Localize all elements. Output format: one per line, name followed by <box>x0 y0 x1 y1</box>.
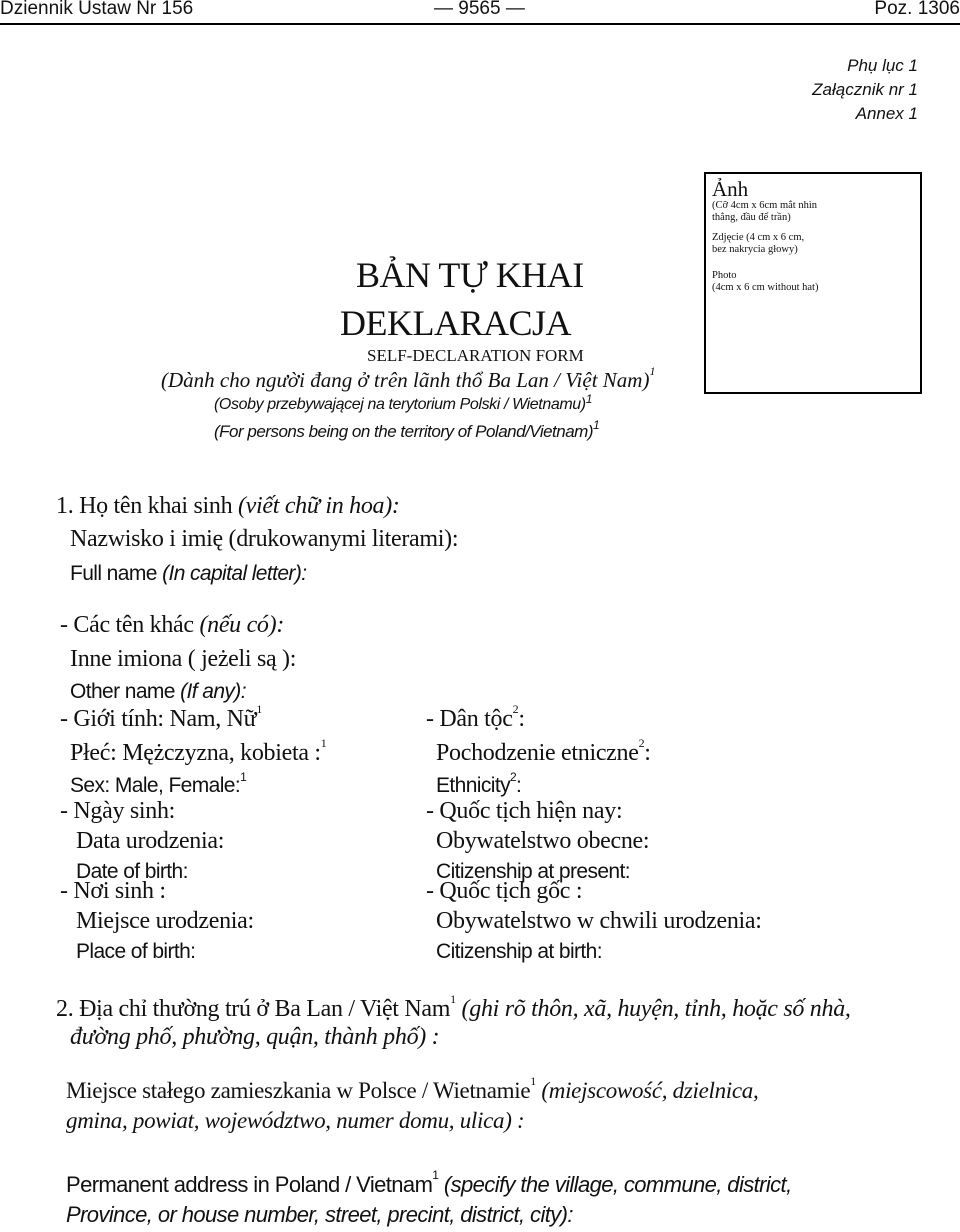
dob-label-pl: Data urodzenia: <box>76 828 225 854</box>
address-label-vn: 2. Địa chỉ thường trú ở Ba Lan / Việt Nam$^1$ (ghi rõ thôn, xã, huyện, tỉnh, hoặc số nhà, <box>56 992 851 1022</box>
fullname-label-vn: 1. Họ tên khai sinh (viết chữ in hoa): <box>56 493 400 519</box>
ethnicity-label-en: Ethnicity$^2$: <box>436 770 522 797</box>
annex-en: Annex 1 <box>855 104 918 123</box>
fullname-label-en: Full name (In capital letter): <box>70 562 307 585</box>
othername-label-pl: Inne imiona ( jeżeli są ): <box>70 646 297 672</box>
header-rule <box>0 23 960 25</box>
journal-name: Dziennik Ustaw Nr 156 <box>0 0 194 19</box>
address-note-vn: đường phố, phường, quận, thành phố) : <box>70 1024 440 1050</box>
ethnicity-label-pl: Pochodzenie etniczne$^2$: <box>436 736 651 766</box>
annex-pl: Załącznik nr 1 <box>812 80 918 99</box>
ethnicity-label-vn: - Dân tộc$^2$: <box>426 702 525 732</box>
title-pl: DEKLARACJA <box>340 303 572 343</box>
photo-vn-2: thẳng, đầu để trần) <box>712 212 791 223</box>
page-number: — 9565 — <box>434 0 525 19</box>
address-note-en: Province, or house number, street, precint, district, city): <box>66 1202 573 1227</box>
pob-label-vn: - Nơi sinh : <box>60 878 166 904</box>
dob-label-en: Date of birth: <box>76 860 188 883</box>
photo-pl-1: Zdjęcie (4 cm x 6 cm, <box>712 232 805 243</box>
photo-vn-1: (Cỡ 4cm x 6cm mắt nhìn <box>712 200 817 211</box>
cob-label-vn: - Quốc tịch gốc : <box>426 878 583 904</box>
subtitle-vn: (Dành cho người đang ở trên lãnh thổ Ba Lan / Việt Nam)$^1$ <box>161 364 656 392</box>
photo-title: Ảnh <box>712 177 749 201</box>
fullname-label-pl: Nazwisko i imię (drukowanymi literami): <box>70 526 459 552</box>
citizenship-label-vn: - Quốc tịch hiện nay: <box>426 798 623 824</box>
photo-en-1: Photo <box>712 270 737 281</box>
citizenship-label-en: Citizenship at present: <box>436 860 630 883</box>
pob-label-pl: Miejsce urodzenia: <box>76 908 254 934</box>
address-label-en: Permanent address in Poland / Vietnam$^1$ (specify the village, commune, district, <box>66 1168 792 1197</box>
address-label-pl: Miejsce stałego zamieszkania w Polsce / Wietnamie$^1$ (miejscowość, dzielnica, <box>66 1074 759 1103</box>
cob-label-en: Citizenship at birth: <box>436 940 602 963</box>
othername-label-vn: - Các tên khác (nếu có): <box>60 612 285 638</box>
dob-label-vn: - Ngày sinh: <box>60 798 176 824</box>
title-en: SELF-DECLARATION FORM <box>367 346 584 365</box>
citizenship-label-pl: Obywatelstwo obecne: <box>436 828 650 854</box>
photo-pl-2: bez nakrycia głowy) <box>712 244 798 255</box>
othername-label-en: Other name (If any): <box>70 680 246 703</box>
sex-label-vn: - Giới tính: Nam, Nữ$^1$ <box>60 702 263 732</box>
photo-box <box>704 172 922 394</box>
subtitle-pl: (Osoby przebywającej na terytorium Polski / Wietnamu)$^1$ <box>214 392 592 413</box>
address-note-pl: gmina, powiat, województwo, numer domu, ulica) : <box>66 1108 525 1133</box>
sex-label-pl: Płeć: Mężczyzna, kobieta :$^1$ <box>70 736 327 766</box>
position-number: Poz. 1306 <box>874 0 960 19</box>
cob-label-pl: Obywatelstwo w chwili urodzenia: <box>436 908 762 934</box>
subtitle-en: (For persons being on the territory of Poland/Vietnam)$^1$ <box>214 418 600 441</box>
sex-label-en: Sex: Male, Female:$^1$ <box>70 770 247 797</box>
annex-vn: Phụ lục 1 <box>847 56 918 75</box>
pob-label-en: Place of birth: <box>76 940 196 963</box>
photo-en-2: (4cm x 6 cm without hat) <box>712 282 819 293</box>
title-vn: BẢN TỰ KHAI <box>356 255 584 295</box>
